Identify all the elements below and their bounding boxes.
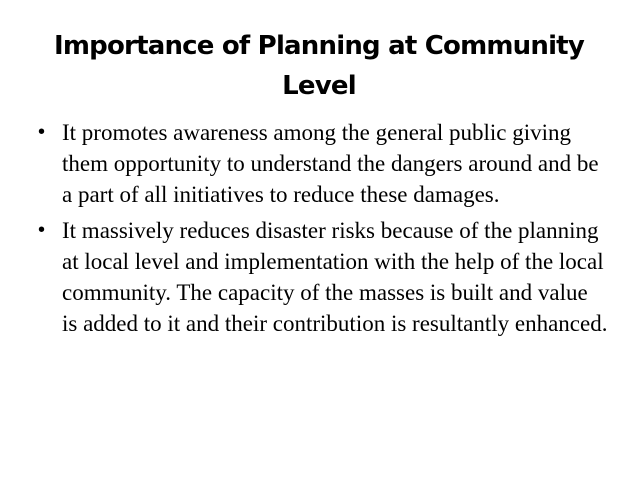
bullet-dot-icon: •	[38, 121, 46, 143]
bullet-item	[36, 215, 608, 339]
bullet-item	[36, 117, 608, 210]
bullet-text: It promotes awareness among the general public giving them opportunity to understand the dangers around and be a part of all initiatives to reduce these damages.	[62, 120, 599, 207]
slide-title: Importance of Planning at Community Level	[54, 31, 584, 101]
bullet-dot-icon: •	[38, 219, 46, 241]
bullet-list	[36, 117, 608, 344]
bullet-text: It massively reduces disaster risks because of the planning at local level and implementation with the help of the local community. The capacity of the masses is built and value is added to it and their contribution is resultantly enhanced.	[62, 218, 608, 336]
